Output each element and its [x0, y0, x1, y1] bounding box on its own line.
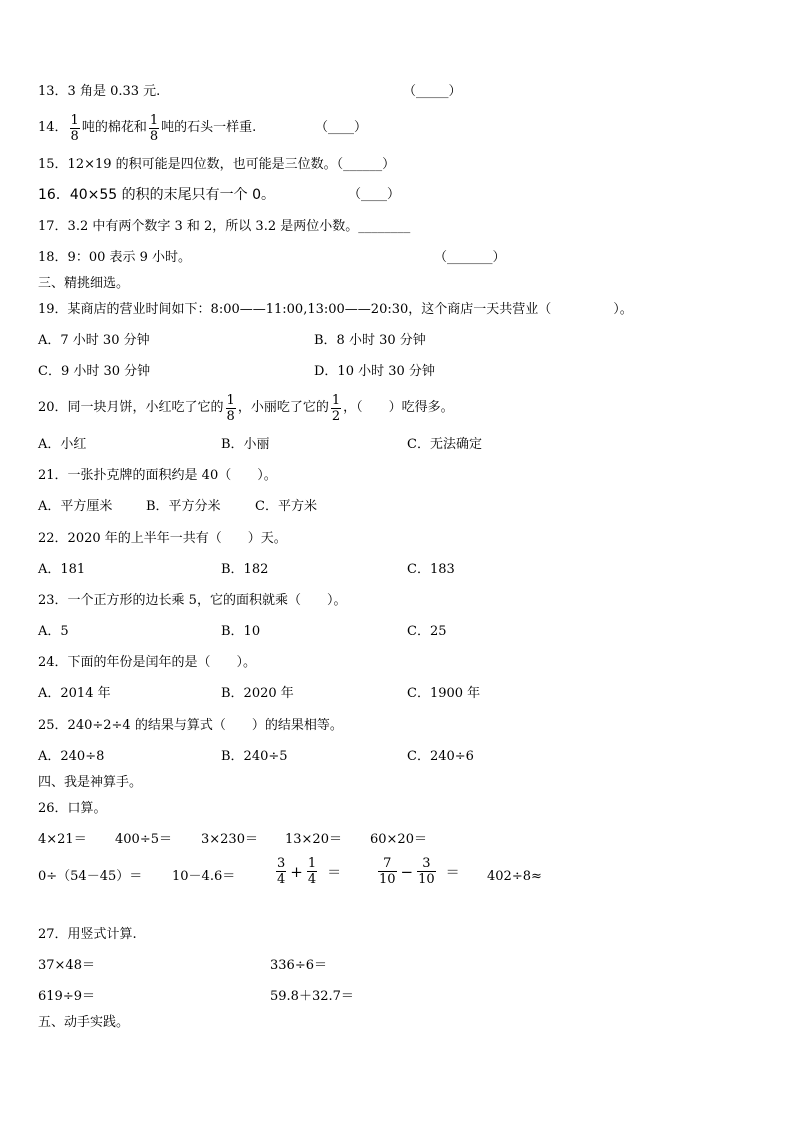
- fraction-seven-tenths: [378, 856, 397, 887]
- mental-calc-item: 13×20＝: [285, 832, 342, 847]
- question-15: [38, 157, 395, 173]
- option-c[interactable]: C．25: [407, 624, 447, 639]
- option-c[interactable]: C．无法确定: [407, 437, 482, 452]
- fraction-subtraction-expr: [376, 856, 460, 887]
- fraction-denominator: 4: [277, 872, 286, 887]
- option-b[interactable]: B．240÷5: [221, 749, 288, 764]
- mental-calc-item: 402÷8≈: [487, 869, 542, 884]
- option-a[interactable]: A．2014 年: [38, 686, 111, 701]
- mental-calc-item: 3×230＝: [201, 832, 258, 847]
- option-a[interactable]: A．7 小时 30 分钟: [38, 333, 150, 348]
- option-b[interactable]: B．小丽: [221, 437, 270, 452]
- fraction-denominator: 4: [307, 872, 317, 887]
- section-3-heading: 三、精挑细选。: [38, 276, 130, 291]
- fraction-one-eighth: [226, 393, 236, 424]
- question-20: [38, 390, 454, 426]
- option-c[interactable]: C．183: [407, 562, 455, 577]
- question-23: 23．一个正方形的边长乘 5，它的面积就乘（ ）。: [38, 593, 347, 608]
- option-a[interactable]: A．小红: [38, 437, 87, 452]
- mental-calc-item: 10－4.6＝: [172, 869, 236, 884]
- question-19-close: ）。: [613, 302, 633, 317]
- question-17-text: 17．3.2 中有两个数字 3 和 2，所以 3.2 是两位小数。: [38, 219, 359, 234]
- fraction-numerator: 1: [70, 112, 79, 128]
- question-16: [38, 187, 275, 203]
- question-27-title: 27．用竖式计算.: [38, 927, 137, 942]
- fraction-numerator: 1: [307, 856, 317, 871]
- mental-calc-item: 0÷（54－45）＝: [38, 869, 143, 884]
- question-20-pre: 20．同一块月饼，小红吃了它的: [38, 400, 224, 415]
- fraction-one-eighth: [149, 113, 159, 144]
- answer-blank-16[interactable]: （____）: [348, 187, 401, 202]
- answer-blank-18[interactable]: （_______）: [434, 250, 506, 265]
- minus-operator: −: [400, 862, 414, 881]
- question-21: 21．一张扑克牌的面积约是 40（ ）。: [38, 468, 277, 483]
- equals-sign: ＝: [327, 864, 342, 881]
- option-a[interactable]: A．平方厘米: [38, 499, 113, 514]
- mental-calc-item: 4×21＝: [38, 832, 87, 847]
- vertical-calc-item: 619÷9＝: [38, 989, 95, 1004]
- fraction-numerator: 3: [277, 856, 286, 871]
- question-13: [38, 84, 160, 100]
- question-20-mid: ，小丽吃了它的: [237, 400, 329, 415]
- option-d[interactable]: D．10 小时 30 分钟: [314, 364, 435, 379]
- fraction-one-half: [331, 393, 341, 424]
- question-22: 22．2020 年的上半年一共有（ ）天。: [38, 531, 287, 546]
- option-c[interactable]: C．平方米: [255, 499, 317, 514]
- option-b[interactable]: B．8 小时 30 分钟: [314, 333, 426, 348]
- fraction-three-quarters: [276, 856, 286, 887]
- fraction-three-tenths: [417, 856, 436, 887]
- question-18: [38, 250, 191, 266]
- question-14-mid: 吨的棉花和: [81, 120, 147, 135]
- question-14-tail: 吨的石头一样重.: [161, 120, 257, 135]
- fraction-numerator: 3: [422, 856, 431, 871]
- question-16-text: 16．40×55 的积的末尾只有一个 0。: [38, 187, 275, 203]
- fraction-numerator: 1: [149, 112, 159, 128]
- fraction-denominator: 8: [70, 128, 79, 144]
- question-15-text: 15．12×19 的积可能是四位数，也可能是三位数。: [38, 157, 337, 172]
- vertical-calc-item: 336÷6＝: [270, 958, 327, 973]
- section-4-heading: 四、我是神算手。: [38, 775, 143, 790]
- fraction-denominator: 8: [149, 128, 159, 144]
- mental-calc-item: 400÷5＝: [115, 832, 172, 847]
- option-b[interactable]: B．10: [221, 624, 261, 639]
- question-25: 25．240÷2÷4 的结果与算式（ ）的结果相等。: [38, 718, 343, 733]
- question-18-text: 18．9：00 表示 9 小时。: [38, 250, 192, 265]
- question-17: [38, 219, 410, 235]
- vertical-calc-item: 37×48＝: [38, 958, 95, 973]
- answer-blank-15[interactable]: （______）: [336, 157, 396, 172]
- answer-blank-14[interactable]: （____）: [315, 120, 368, 135]
- mental-calc-item: 60×20＝: [370, 832, 427, 847]
- fraction-denominator: 8: [226, 408, 235, 424]
- fraction-numerator: 1: [331, 392, 341, 408]
- option-b[interactable]: B．平方分米: [146, 499, 221, 514]
- fraction-numerator: 1: [226, 392, 235, 408]
- question-14-number: 14．: [38, 120, 68, 135]
- answer-blank-17[interactable]: ________: [358, 219, 411, 234]
- question-19-text: 19．某商店的营业时间如下：8:00——11:00,13:00——20:30，这个商店一天共营业（: [38, 302, 552, 317]
- option-a[interactable]: A．181: [38, 562, 86, 577]
- fraction-addition-expr: [274, 856, 341, 887]
- option-a[interactable]: A．240÷8: [38, 749, 105, 764]
- option-b[interactable]: B．2020 年: [221, 686, 294, 701]
- option-c[interactable]: C．1900 年: [407, 686, 481, 701]
- question-14: [38, 110, 256, 146]
- question-26-title: 26．口算。: [38, 801, 107, 816]
- option-c[interactable]: C．9 小时 30 分钟: [38, 364, 151, 379]
- fraction-numerator: 7: [383, 856, 392, 871]
- question-24: 24．下面的年份是闰年的是（ ）。: [38, 655, 257, 670]
- question-19: [38, 302, 633, 318]
- question-13-text: 13．3 角是 0.33 元.: [38, 84, 161, 99]
- option-b[interactable]: B．182: [221, 562, 269, 577]
- answer-blank-13[interactable]: （_____）: [403, 84, 462, 99]
- fraction-one-eighth: [70, 113, 80, 144]
- fraction-one-quarter: [307, 856, 317, 887]
- plus-operator: +: [290, 862, 303, 881]
- fraction-denominator: 10: [379, 872, 396, 887]
- equals-sign: ＝: [445, 864, 460, 881]
- question-20-tail: ，（ ）吃得多。: [343, 400, 454, 415]
- option-c[interactable]: C．240÷6: [407, 749, 474, 764]
- section-5-heading: 五、动手实践。: [38, 1015, 130, 1030]
- fraction-denominator: 10: [418, 872, 435, 887]
- option-a[interactable]: A．5: [38, 624, 69, 639]
- vertical-calc-item: 59.8＋32.7＝: [270, 989, 354, 1004]
- fraction-denominator: 2: [331, 408, 341, 424]
